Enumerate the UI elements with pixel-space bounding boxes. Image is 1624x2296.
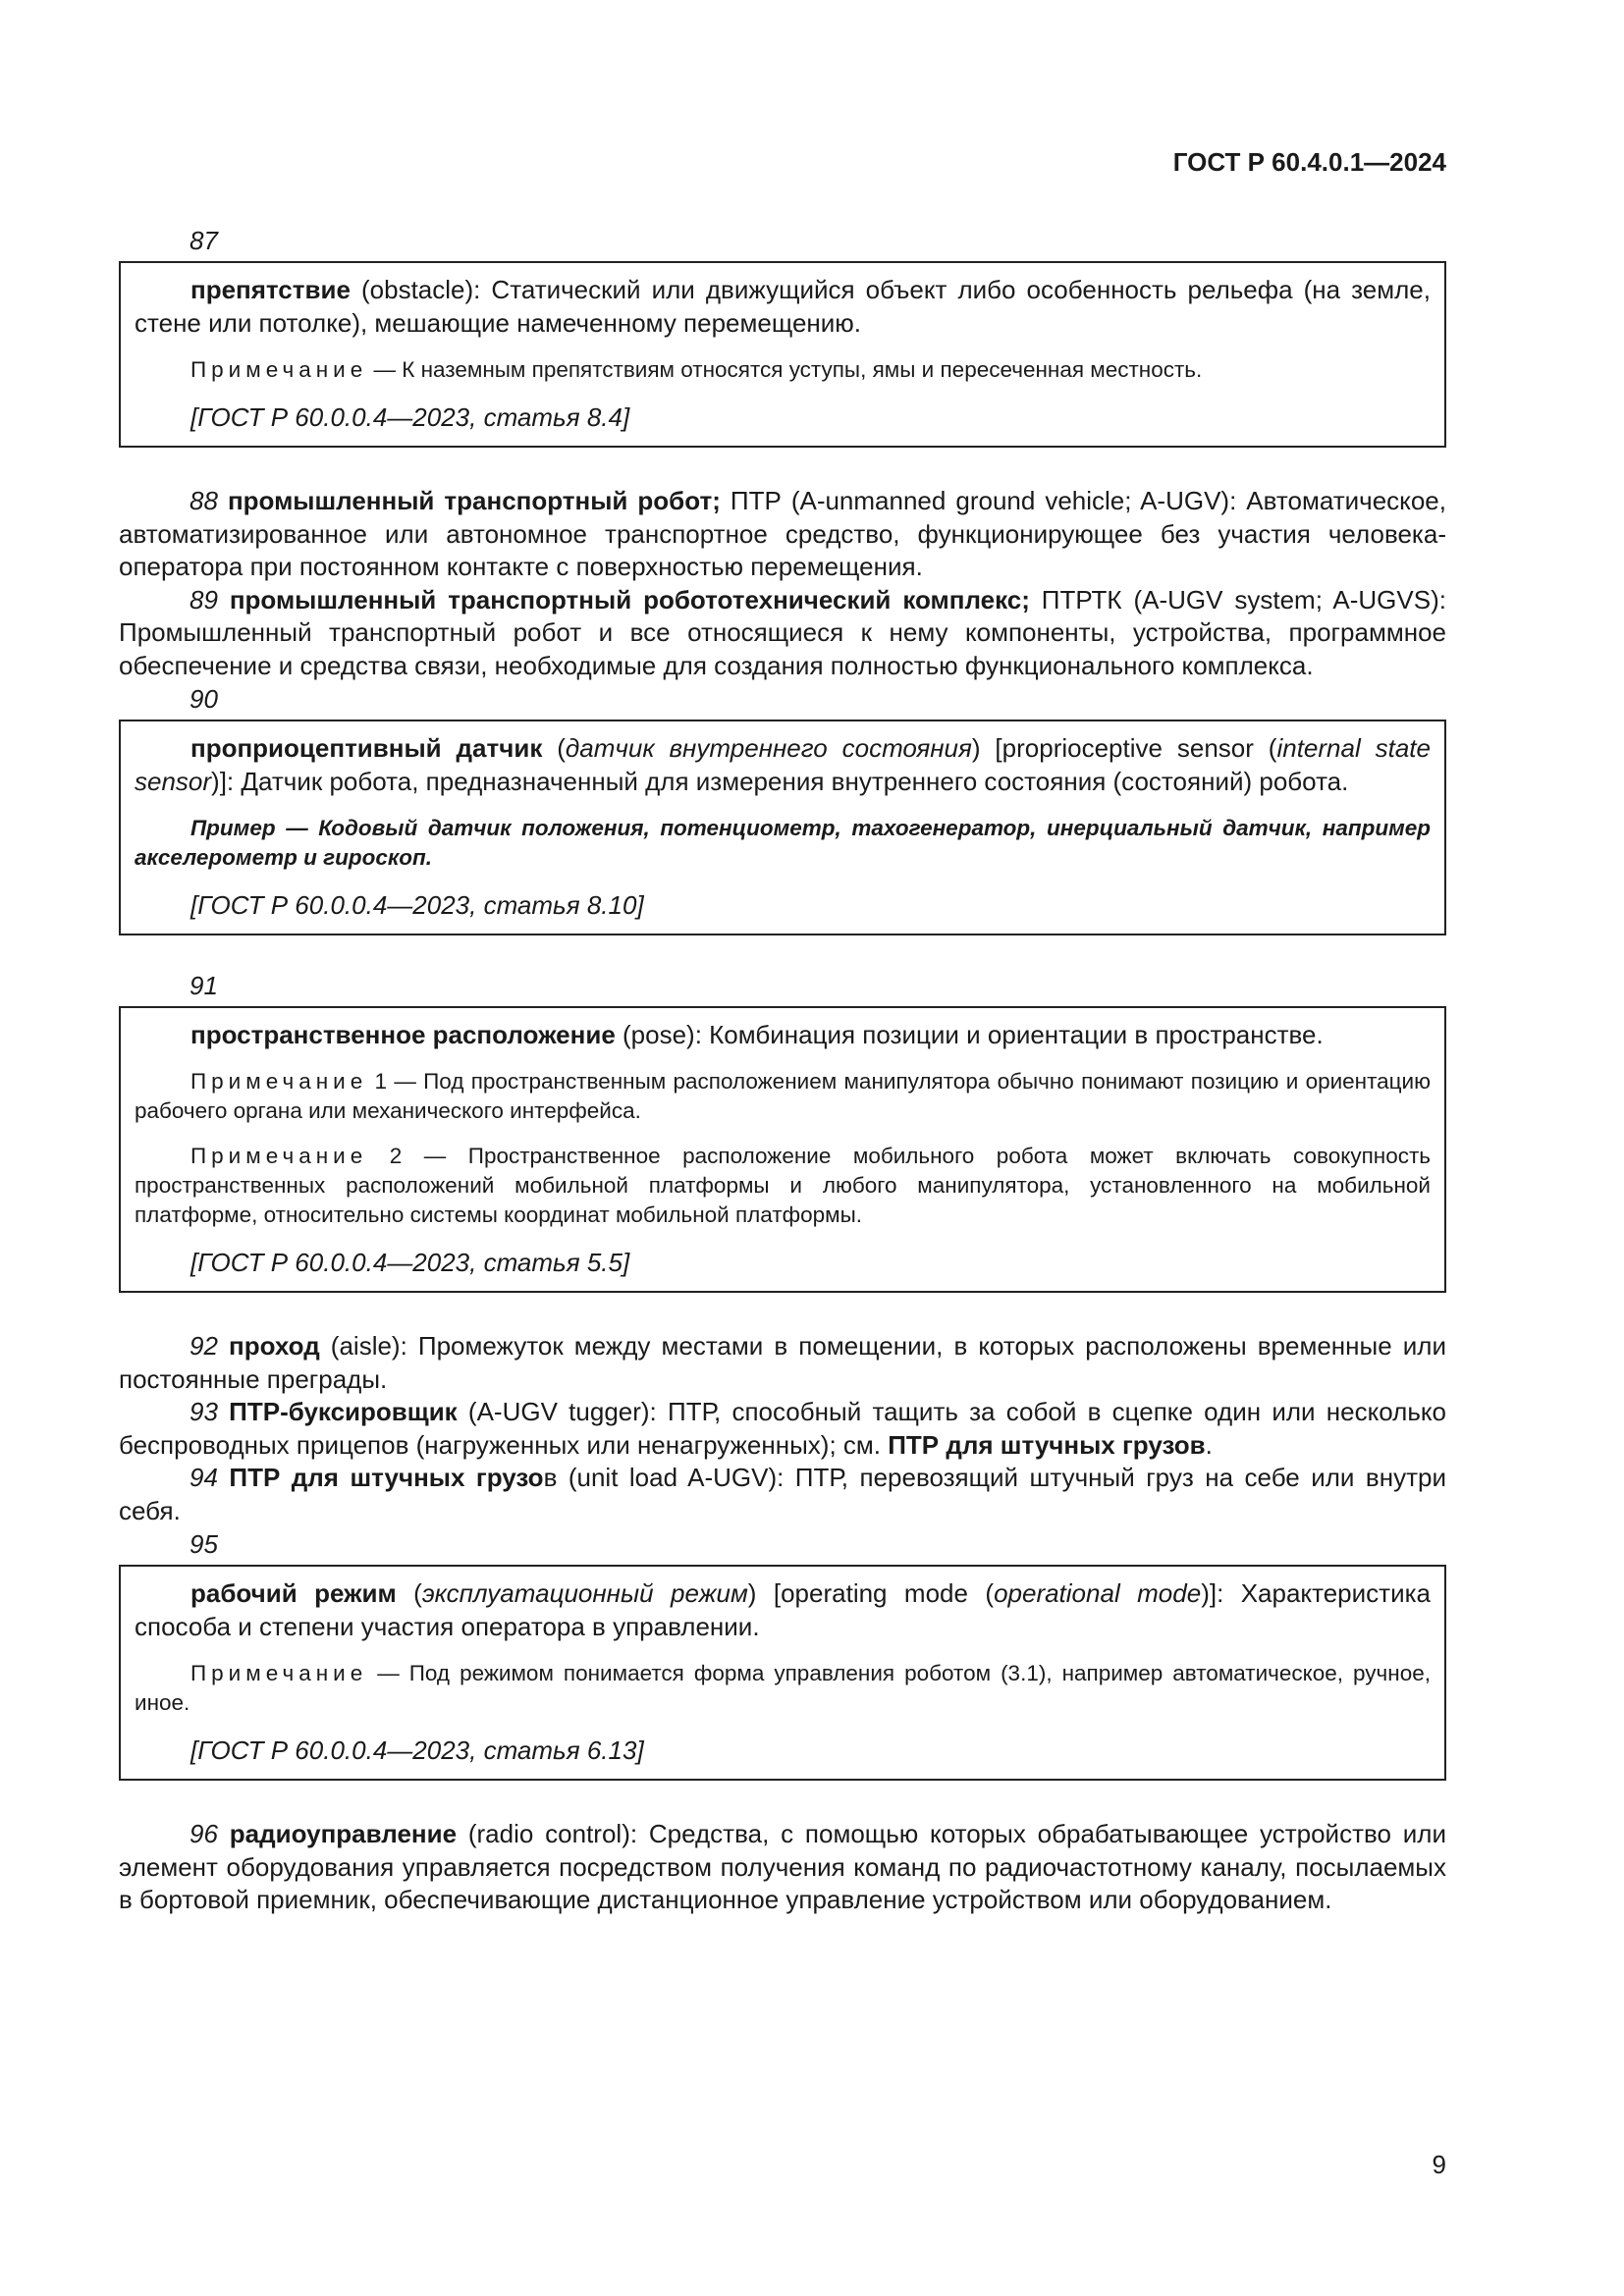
term: рабочий режим — [190, 1578, 397, 1608]
definition: пространственное расположение (pose): Комбинация позиции и ориентации в пространстве. — [190, 1020, 1324, 1049]
term-box-87 — [119, 261, 1446, 448]
term: пространственное расположение — [190, 1020, 616, 1049]
note-label: Примечание — [190, 1069, 368, 1094]
english-synonym: operational mode — [994, 1578, 1202, 1608]
definition: проприоцептивный датчик (датчик внутреннего состояния) [proprioceptive sensor (internal state sensor)]: Датчик робота, предназначенный для измерения внутреннего состояния (состояний) робота. — [135, 733, 1431, 796]
term: ПТР-буксировщик — [229, 1397, 458, 1426]
cross-reference: ПТР для штучных грузов — [888, 1429, 1206, 1460]
page-content — [119, 224, 1446, 1917]
entry-number: 88 — [189, 486, 218, 515]
term: проприоцептивный датчик — [190, 733, 543, 763]
definition: рабочий режим (эксплуатационный режим) [operating mode (operational mode)]: Характеристика способа и степени участия оператора в управлении. — [135, 1578, 1431, 1641]
term-entry-88: 88 промышленный транспортный робот; ПТР (A-unmanned ground vehicle; A-UGV): Автоматическое, автоматизированное или автономное транспортное средство, функционирующее без участия человека-оператора при постоянном контакте с поверхностью перемещения. — [119, 486, 1446, 581]
term: проход — [229, 1331, 320, 1361]
entry-number: 95 — [189, 1529, 218, 1559]
term-entry-94: 94 ПТР для штучных грузов (unit load A-UGV): ПТР, перевозящий штучный груз на себе или внутри себя. — [119, 1463, 1446, 1525]
english-synonym: internal state sensor — [135, 733, 1431, 796]
entry-number: 90 — [189, 684, 218, 714]
source-reference: [ГОСТ Р 60.0.0.4—2023, статья 5.5] — [190, 1248, 630, 1277]
note-2: Примечание 2 — Пространственное расположение мобильного робота может включать совокупность пространственных расположений мобильной платформы и любого манипулятора, установленного на мобильной платформе, относительно системы координат мобильной платформы. — [135, 1144, 1431, 1227]
note: Примечание — К наземным препятствиям относятся уступы, ямы и пересеченная местность. — [190, 357, 1203, 382]
term-entry-96: 96 радиоуправление (radio control): Средства, с помощью которых обрабатывающее устройство или элемент оборудования управляется посредством получения команд по радиочастотному каналу, посылаемых в бортовой приемник, обеспечивающие дистанционное управление устройством или оборудованием. — [119, 1819, 1446, 1914]
entry-number: 87 — [189, 226, 218, 255]
document-header: ГОСТ Р 60.4.0.1—2024 — [1172, 147, 1446, 177]
synonym: эксплуатационный режим — [421, 1578, 748, 1608]
term-box-91 — [119, 1006, 1446, 1293]
note-1: Примечание 1 — Под пространственным расположением манипулятора обычно понимают позицию и ориентацию рабочего органа или механического интерфейса. — [135, 1069, 1431, 1123]
term-entry-89: 89 промышленный транспортный робототехнический комплекс; ПТРТК (A-UGV system; A-UGVS): Промышленный транспортный робот и все относящиеся к нему компоненты, устройства, программное обеспечение и средства связи, необходимые для создания полностью функционального комплекса. — [119, 584, 1446, 680]
source-reference: [ГОСТ Р 60.0.0.4—2023, статья 6.13] — [190, 1735, 644, 1765]
definition: препятствие (obstacle): Статический или движущийся объект либо особенность рельефа (на земле, стене или потолке), мешающие намеченному перемещению. — [135, 275, 1431, 338]
term: промышленный транспортный робот; — [227, 486, 721, 515]
term: радиоуправление — [229, 1819, 458, 1848]
entry-number: 96 — [189, 1819, 218, 1848]
term: препятствие — [190, 275, 351, 304]
term-entry-93: 93 ПТР-буксировщик (A-UGV tugger): ПТР, способный тащить за собой в сцепке один или несколько беспроводных прицепов (нагруженных или ненагруженных); см. ПТР для штучных грузов. — [119, 1397, 1446, 1460]
entry-number: 92 — [189, 1331, 218, 1361]
synonym: датчик внутреннего состояния — [565, 733, 972, 763]
note-label: Примечание — [190, 1144, 368, 1168]
page-number: 9 — [1432, 2150, 1446, 2179]
term: промышленный транспортный робототехнический комплекс; — [229, 584, 1030, 614]
entry-number: 91 — [189, 971, 218, 1000]
note-label: Примечание — [190, 357, 368, 382]
term-entry-92: 92 проход (aisle): Промежуток между местами в помещении, в которых расположены временные или постоянные преграды. — [119, 1331, 1446, 1394]
note-label: Примечание — [190, 1661, 368, 1685]
entry-number: 93 — [189, 1397, 218, 1426]
entry-number: 94 — [189, 1463, 218, 1492]
entry-number: 89 — [189, 584, 218, 614]
term-box-90 — [119, 720, 1446, 935]
term-box-95 — [119, 1565, 1446, 1781]
term: ПТР для штучных грузо — [229, 1463, 544, 1492]
source-reference: [ГОСТ Р 60.0.0.4—2023, статья 8.4] — [190, 402, 630, 432]
source-reference: [ГОСТ Р 60.0.0.4—2023, статья 8.10] — [190, 890, 644, 920]
note: Примечание — Под режимом понимается форма управления роботом (3.1), например автоматическое, ручное, иное. — [135, 1661, 1431, 1715]
example: Пример — Кодовый датчик положения, потенциометр, тахогенератор, инерциальный датчик, например акселерометр и гироскоп. — [135, 816, 1431, 870]
